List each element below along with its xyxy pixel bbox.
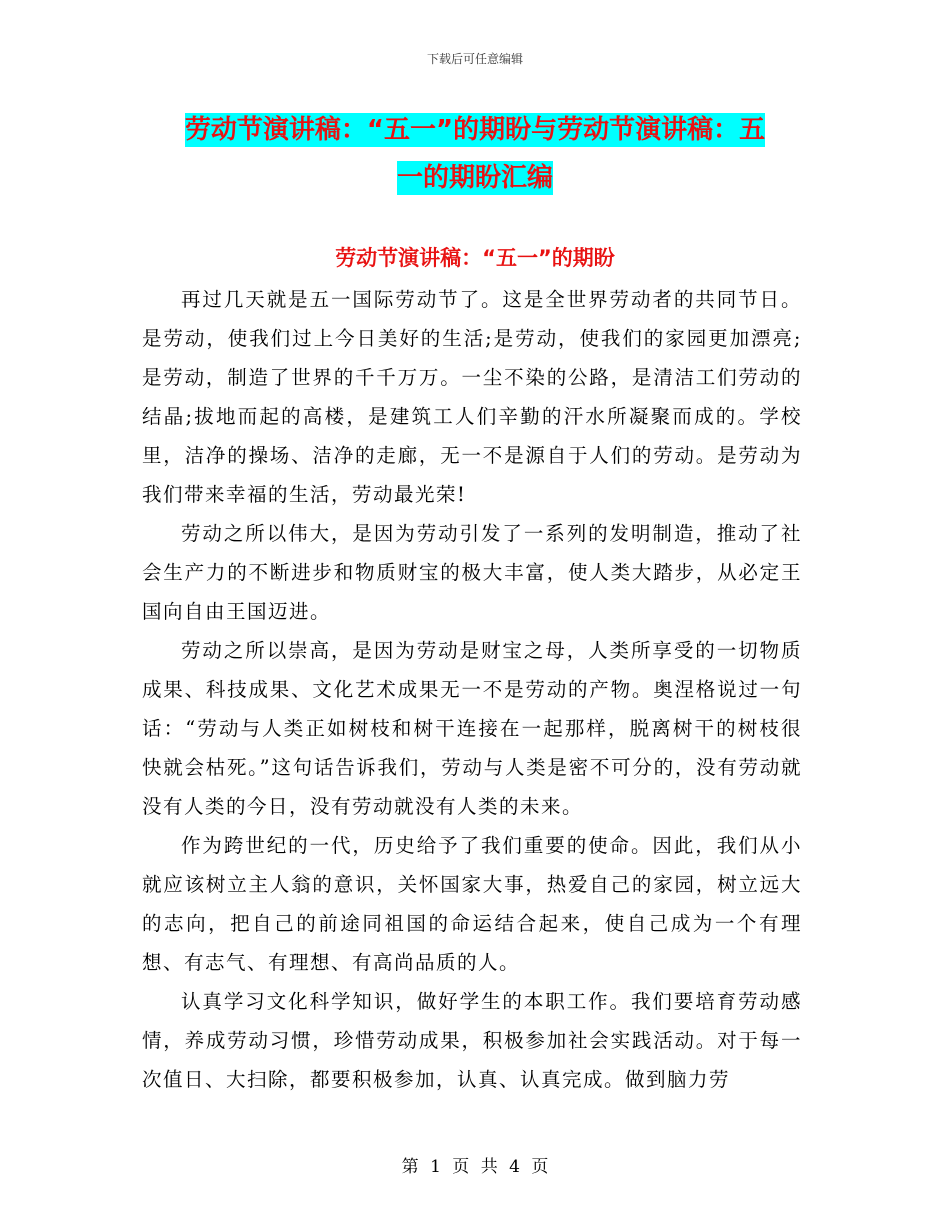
page-header-note: 下载后可任意编辑 xyxy=(426,52,523,66)
document-title-line-1: 劳动节演讲稿：“五一”的期盼与劳动节演讲稿：五 xyxy=(184,115,766,145)
section-heading: 劳动节演讲稿：“五一”的期盼 xyxy=(335,246,615,270)
document-body xyxy=(142,280,802,1099)
paragraph: 劳动之所以崇高，是因为劳动是财宝之母，人类所享受的一切物质成果、科技成果、文化艺术成果无一不是劳动的产物。奥涅格说过一句话：“劳动与人类正如树枝和树干连接在一起那样，脱离树干的树枝很快就会枯死。”这句话告诉我们，劳动与人类是密不可分的，没有劳动就没有人类的今日，没有劳动就没有人类的未来。 xyxy=(142,639,802,818)
paragraph: 作为跨世纪的一代，历史给予了我们重要的使命。因此，我们从小就应该树立主人翁的意识，关怀国家大事，热爱自己的家园，树立远大的志向，把自己的前途同祖国的命运结合起来，使自己成为一个有理想、有志气、有理想、有高尚品质的人。 xyxy=(142,834,802,974)
document-title-line-2: 一的期盼汇编 xyxy=(396,163,553,193)
document-title xyxy=(0,106,950,202)
paragraph: 认真学习文化科学知识，做好学生的本职工作。我们要培育劳动感情，养成劳动习惯，珍惜劳动成果，积极参加社会实践活动。对于每一次值日、大扫除，都要积极参加，认真、认真完成。做到脑力劳 xyxy=(142,990,802,1091)
page-number-footer: 第 1 页 共 4 页 xyxy=(401,1157,549,1177)
paragraph: 劳动之所以伟大，是因为劳动引发了一系列的发明制造，推动了社会生产力的不断进步和物质财宝的极大丰富，使人类大踏步，从必定王国向自由王国迈进。 xyxy=(142,522,802,623)
paragraph: 再过几天就是五一国际劳动节了。这是全世界劳动者的共同节日。是劳动，使我们过上今日美好的生活;是劳动，使我们的家园更加漂亮;是劳动，制造了世界的千千万万。一尘不染的公路，是清洁工们劳动的结晶;拔地而起的高楼，是建筑工人们辛勤的汗水所凝聚而成的。学校里，洁净的操场、洁净的走廊，无一不是源自于人们的劳动。是劳动为我们带来幸福的生活，劳动最光荣! xyxy=(142,288,802,506)
